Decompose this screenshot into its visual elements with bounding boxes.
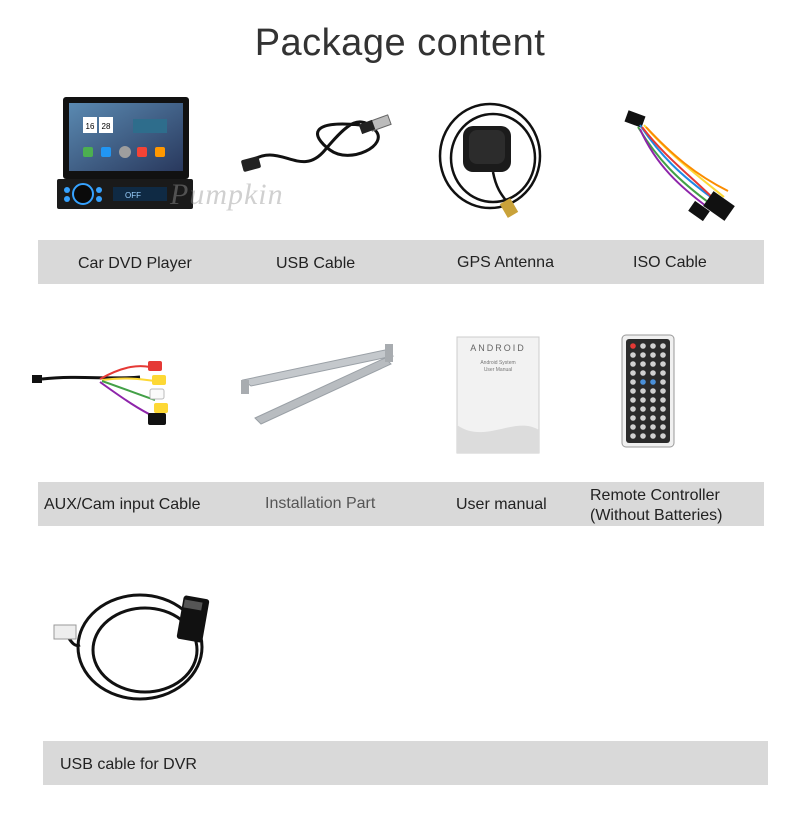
item-label-installation-part: Installation Part — [265, 495, 376, 512]
aux-cable-image — [30, 355, 180, 430]
screen-date-right: 28 — [101, 122, 111, 131]
manual-line1: Android System — [480, 360, 516, 366]
item-label-usb-dvr-cable: USB cable for DVR — [60, 756, 197, 773]
item-label-iso-cable: ISO Cable — [633, 254, 707, 271]
usb-dvr-cable-image — [50, 585, 220, 705]
item-label-aux-cable: AUX/Cam input Cable — [44, 496, 201, 513]
page-title: Package content — [254, 22, 546, 64]
user-manual-image — [455, 335, 545, 457]
usb-cable-image — [240, 110, 400, 180]
item-label-user-manual: User manual — [456, 496, 547, 513]
screen-date-left: 16 — [85, 122, 95, 131]
watermark: Pumpkin — [170, 178, 284, 211]
remote-label-line2: (Without Batteries) — [590, 507, 723, 524]
item-label-gps-antenna: GPS Antenna — [457, 254, 554, 271]
panel-text: OFF — [125, 191, 141, 200]
remote-label-line1: Remote Controller — [590, 487, 720, 504]
item-label-car-dvd-player: Car DVD Player — [78, 255, 192, 272]
manual-brand: ANDROID — [470, 343, 526, 353]
manual-line2: User Manual — [483, 367, 513, 373]
gps-antenna-image — [435, 98, 550, 220]
remote-controller-image — [620, 333, 678, 449]
item-label-usb-cable: USB Cable — [276, 255, 356, 272]
item-label-remote-controller — [590, 486, 722, 526]
iso-cable-image — [620, 105, 745, 230]
installation-part-image — [235, 340, 400, 430]
